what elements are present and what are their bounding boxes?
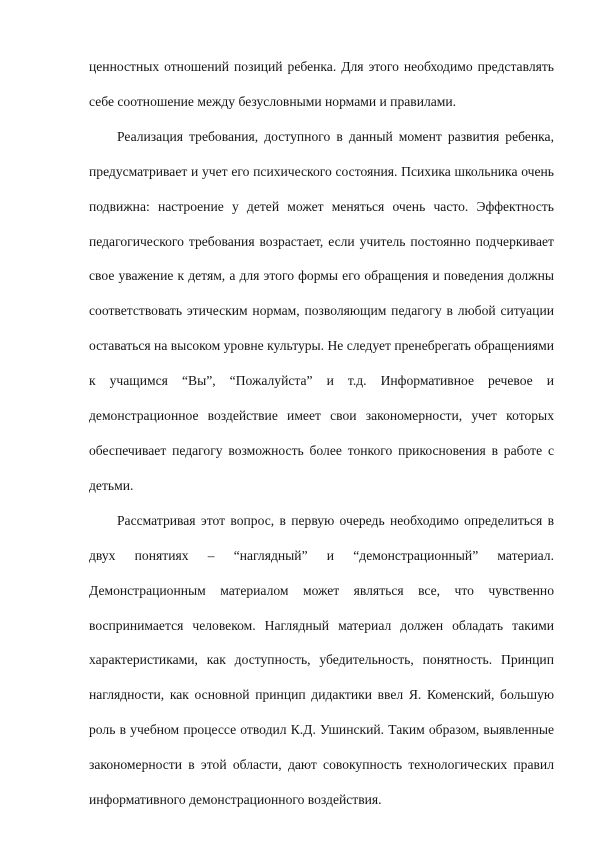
body-text — [89, 50, 554, 818]
paragraph-1: ценностных отношений позиций ребенка. Для этого необходимо представлять себе соотношение между безусловными нормами и правилами. — [89, 59, 554, 109]
paragraph-2: Реализация требования, доступного в данный момент развития ребенка, предусматривает и учет его психического состояния. Психика школьника очень подвижна: настроение у детей может меняться очень часто. Эффектность педагогического требования возрастает, если учитель постоянно подчеркивает свое уважение к детям, а для этого формы его обращения и поведения должны соответствовать этическим нормам, позволяющим педагогу в любой ситуации оставаться на высоком уровне культуры. Не следует пренебрегать обращениями к учащимся “Вы”, “Пожалуйста” и т.д. Информативное речевое и демонстрационное воздействие имеет свои закономерности, учет которых обеспечивает педагогу возможность более тонкого прикосновения в работе с детьми. — [89, 128, 554, 493]
paragraph-3: Рассматривая этот вопрос, в первую очередь необходимо определиться в двух понятиях – “наглядный” и “демонстрационный” материал. Демонстрационным материалом может являться все, что чувственно воспринимается человеком. Наглядный материал должен обладать такими характеристиками, как доступность, убедительность, понятность. Принцип наглядности, как основной принцип дидактики ввел Я. Коменский, большую роль в учебном процессе отводил К.Д. Ушинский. Таким образом, выявленные закономерности в этой области, дают совокупность технологических правил информативного демонстрационного воздействия. — [89, 512, 554, 808]
